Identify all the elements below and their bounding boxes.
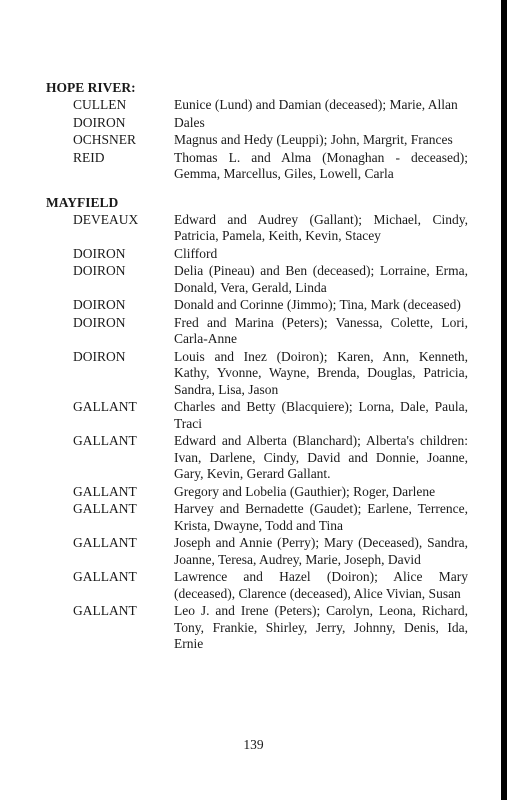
family-members: Magnus and Hedy (Leuppi); John, Margrit, Frances: [174, 132, 453, 147]
surname: DEVEAUX: [73, 211, 139, 227]
list-item: [46, 132, 476, 149]
surname: DOIRON: [73, 314, 126, 330]
list-item: [46, 433, 476, 483]
list-item: [46, 315, 476, 348]
surname: DOIRON: [73, 245, 126, 261]
surname: GALLANT: [73, 603, 137, 618]
family-members: Eunice (Lund) and Damian (deceased); Marie, Allan: [174, 97, 458, 112]
family-members: Edward and Alberta (Blanchard); Alberta's children: Ivan, Darlene, Cindy, David and Donnie, Joanne, Gary, Kevin, Gerard Gallant.: [174, 433, 468, 481]
surname: DOIRON: [73, 263, 126, 278]
surname: DOIRON: [73, 114, 126, 130]
list-item: [46, 484, 476, 501]
list-item: [46, 399, 476, 432]
surname: GALLANT: [73, 535, 137, 550]
section-mayfield: [46, 195, 476, 653]
family-members: Clifford: [174, 245, 218, 261]
list-item: [46, 115, 476, 132]
family-members: Fred and Marina (Peters); Vanessa, Colette, Lori, Carla-Anne: [174, 314, 468, 346]
surname: GALLANT: [73, 433, 137, 448]
surname: DOIRON: [73, 297, 126, 312]
section-title: HOPE RIVER:: [46, 80, 136, 95]
family-members: Dales: [174, 114, 205, 130]
surname: OCHSNER: [73, 132, 137, 147]
page-number: 139: [243, 737, 264, 752]
surname: CULLEN: [73, 97, 127, 112]
surname: GALLANT: [73, 501, 137, 516]
family-members: Harvey and Bernadette (Gaudet); Earlene, Terrence, Krista, Dwayne, Todd and Tina: [174, 501, 468, 533]
list-item: [46, 569, 476, 602]
list-item: [46, 263, 476, 296]
family-members: Edward and Audrey (Gallant); Michael, Cindy, Patricia, Pamela, Keith, Kevin, Stacey: [174, 211, 468, 243]
family-members: Louis and Inez (Doiron); Karen, Ann, Kenneth, Kathy, Yvonne, Wayne, Brenda, Douglas, Patricia, Sandra, Lisa, Jason: [174, 348, 468, 397]
list-item: [46, 97, 476, 114]
surname: GALLANT: [73, 569, 137, 584]
family-members: Delia (Pineau) and Ben (deceased); Lorraine, Erma, Donald, Vera, Gerald, Linda: [174, 263, 468, 295]
family-members: Leo J. and Irene (Peters); Carolyn, Leona, Richard, Tony, Frankie, Shirley, Jerry, Johnny, Denis, Ida, Ernie: [174, 603, 468, 651]
family-members: Joseph and Annie (Perry); Mary (Deceased), Sandra, Joanne, Teresa, Audrey, Marie, Joseph, David: [174, 535, 468, 567]
list-item: [46, 212, 476, 245]
list-item: [46, 501, 476, 534]
family-members: Thomas L. and Alma (Monaghan - deceased); Gemma, Marcellus, Giles, Lowell, Carla: [174, 149, 468, 181]
page-body: [46, 80, 476, 665]
scan-edge: [501, 0, 507, 800]
surname: GALLANT: [73, 483, 137, 499]
list-item: [46, 297, 476, 314]
list-item: [46, 349, 476, 399]
list-item: [46, 603, 476, 653]
family-members: Lawrence and Hazel (Doiron); Alice Mary (deceased), Clarence (deceased), Alice Vivian, Susan: [174, 569, 468, 601]
family-members: Donald and Corinne (Jimmo); Tina, Mark (deceased): [174, 297, 461, 312]
family-members: Charles and Betty (Blacquiere); Lorna, Dale, Paula, Traci: [174, 399, 468, 431]
family-members: Gregory and Lobelia (Gauthier); Roger, Darlene: [174, 483, 436, 499]
list-item: [46, 246, 476, 263]
surname: GALLANT: [73, 399, 137, 414]
list-item: [46, 535, 476, 568]
surname: DOIRON: [73, 348, 126, 364]
section-title: MAYFIELD: [46, 194, 119, 210]
list-item: [46, 150, 476, 183]
section-hope-river: [46, 80, 476, 183]
surname: REID: [73, 149, 105, 165]
